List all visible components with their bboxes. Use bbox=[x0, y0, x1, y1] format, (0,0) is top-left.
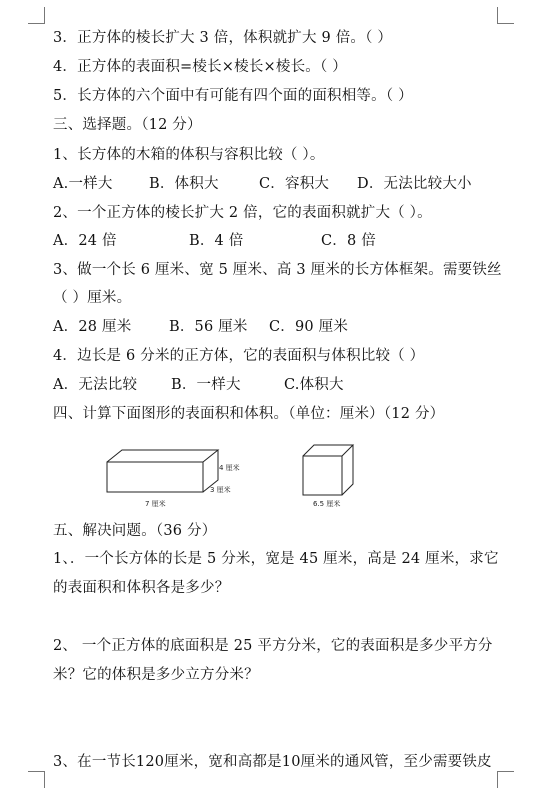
option-c: C.体积大 bbox=[284, 377, 344, 393]
cuboid-top-face bbox=[107, 450, 218, 462]
problem-1-line-1: 1、．一个长方体的长是 5 分米，宽是 45 厘米，高是 24 厘米，求它 bbox=[53, 551, 499, 567]
figures-svg bbox=[100, 440, 360, 516]
option-b: B．56 厘米 bbox=[169, 319, 248, 335]
cuboid-front-face bbox=[107, 462, 203, 492]
corner-mark-bottom-right bbox=[497, 771, 514, 788]
section-3-title: 三、选择题。（12 分） bbox=[53, 117, 202, 133]
option-a: A.一样大 bbox=[53, 176, 113, 192]
option-a: A．无法比较 bbox=[53, 377, 138, 393]
problem-2-line-2: 米？它的体积是多少立方分米？ bbox=[53, 667, 259, 683]
choice-question-3-options bbox=[53, 317, 493, 337]
cuboid-length-label: 7 厘米 bbox=[145, 500, 166, 508]
choice-question-2-options bbox=[53, 231, 493, 251]
corner-mark-bottom-left bbox=[28, 771, 45, 788]
choice-question-4: 4．边长是 6 分米的正方体，它的表面积与体积比较（ ） bbox=[53, 348, 425, 364]
geometry-figures bbox=[100, 440, 360, 516]
problem-1-line-2: 的表面积和体积各是多少？ bbox=[53, 580, 230, 596]
judge-question-4: 4．正方体的表面积=棱长×棱长×棱长。（ ） bbox=[53, 59, 347, 75]
corner-mark-top-right bbox=[497, 7, 514, 24]
option-c: C．容积大 bbox=[259, 176, 330, 192]
cube-front-face bbox=[303, 456, 342, 495]
option-d: D．无法比较大小 bbox=[357, 176, 472, 192]
cube-side-face bbox=[342, 445, 353, 495]
choice-question-1: 1、长方体的木箱的体积与容积比较（ ）。 bbox=[53, 147, 325, 163]
cube-figure bbox=[303, 445, 353, 495]
option-a: A．28 厘米 bbox=[53, 319, 132, 335]
choice-question-3-line-2: （ ）厘米。 bbox=[53, 290, 132, 306]
option-b: B．一样大 bbox=[171, 377, 241, 393]
option-a: A．24 倍 bbox=[53, 233, 117, 249]
option-c: C．8 倍 bbox=[321, 233, 376, 249]
problem-3-line-1: 3、在一节长120厘米，宽和高都是10厘米的通风管，至少需要铁皮 bbox=[53, 754, 492, 770]
option-b: B．体积大 bbox=[149, 176, 219, 192]
option-b: B．4 倍 bbox=[189, 233, 244, 249]
cube-top-face bbox=[303, 445, 353, 456]
choice-question-1-options bbox=[53, 174, 493, 194]
choice-question-3-line-1: 3、做一个长 6 厘米、宽 5 厘米、高 3 厘米的长方体框架。需要铁丝 bbox=[53, 262, 502, 278]
choice-question-2: 2、一个正方体的棱长扩大 2 倍，它的表面积就扩大（ ）。 bbox=[53, 205, 432, 221]
corner-mark-top-left bbox=[28, 7, 45, 24]
cube-edge-label: 6.5 厘米 bbox=[313, 500, 341, 508]
choice-question-4-options bbox=[53, 375, 493, 395]
section-4-title: 四、计算下面图形的表面积和体积。（单位：厘米）（12 分） bbox=[53, 406, 445, 422]
section-5-title: 五、解决问题。（36 分） bbox=[53, 523, 217, 539]
judge-question-3: 3．正方体的棱长扩大 3 倍，体积就扩大 9 倍。（ ） bbox=[53, 30, 393, 46]
cuboid-height-label: 4 厘米 bbox=[219, 464, 240, 472]
cuboid-figure bbox=[107, 450, 218, 492]
judge-question-5: 5．长方体的六个面中有可能有四个面的面积相等。（ ） bbox=[53, 88, 413, 104]
option-c: C．90 厘米 bbox=[269, 319, 349, 335]
problem-2-line-1: 2、 一个正方体的底面积是 25 平方分米，它的表面积是多少平方分 bbox=[53, 638, 493, 654]
cuboid-width-label: 3 厘米 bbox=[210, 486, 231, 494]
